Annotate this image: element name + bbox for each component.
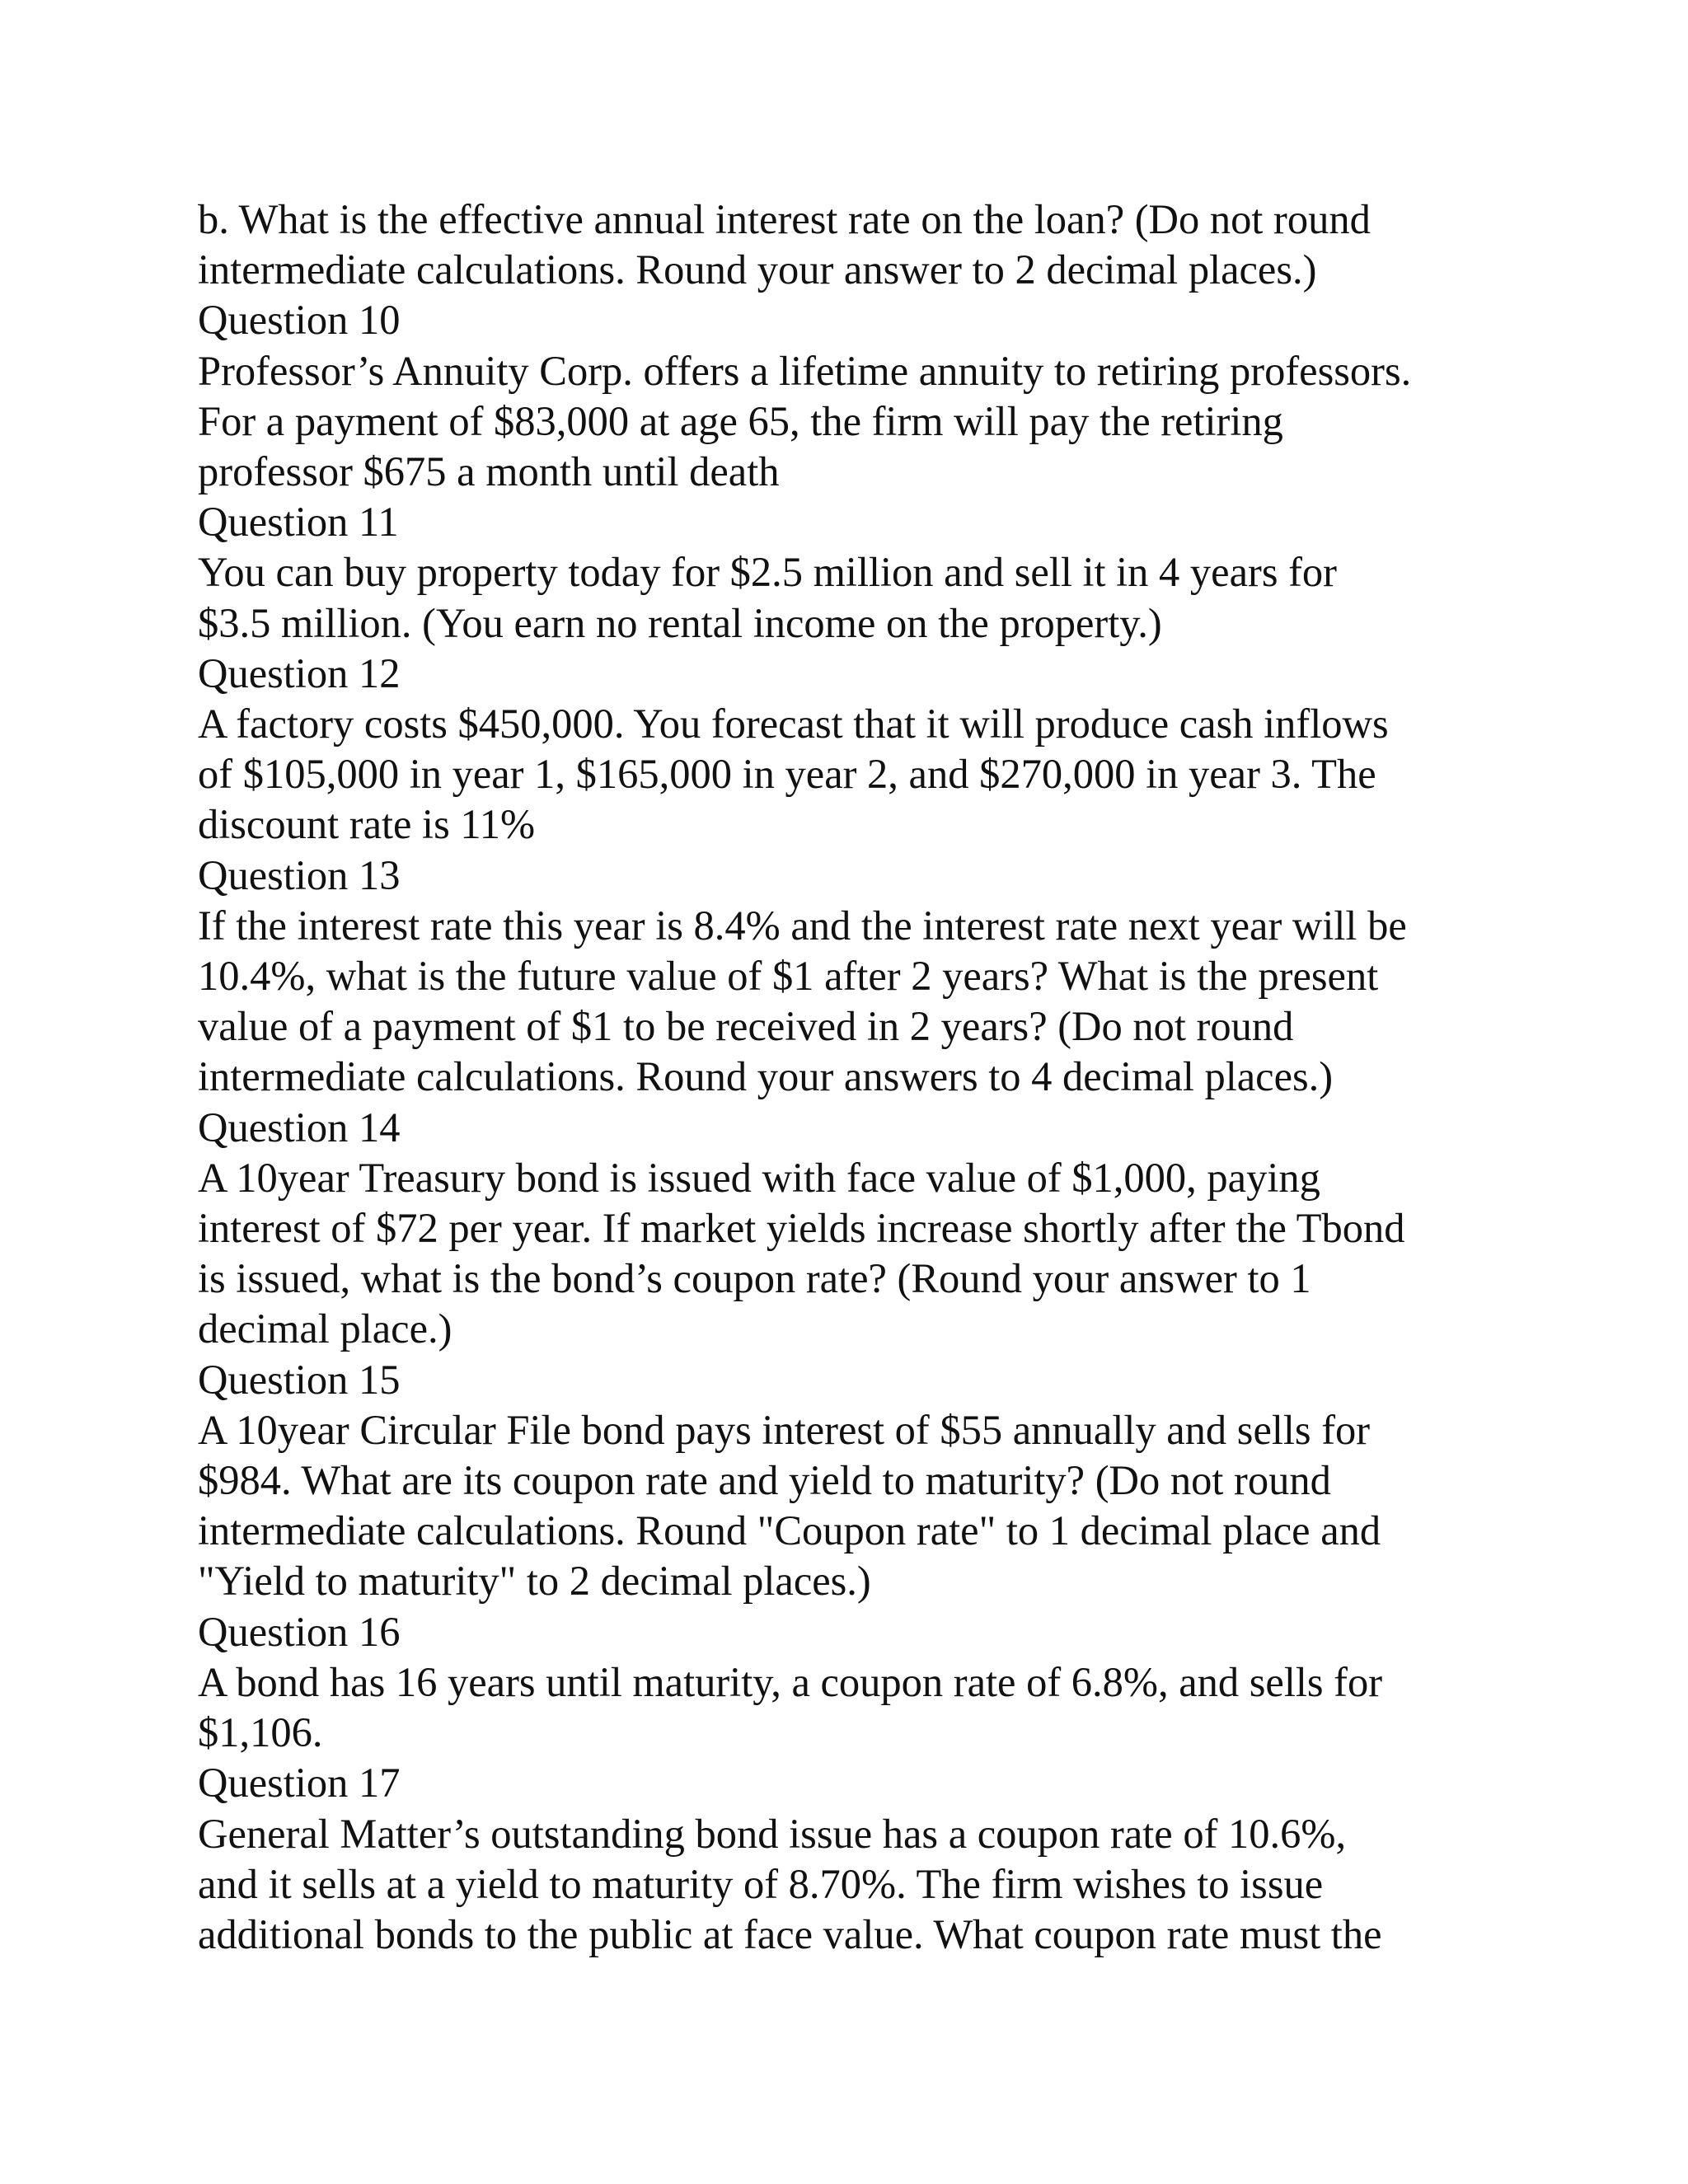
question-heading: Question 17 [198, 1760, 401, 1807]
text-line: A factory costs $450,000. You forecast that it will produce cash inflows [198, 701, 1389, 748]
text-line: decimal place.) [198, 1305, 452, 1352]
text-line: and it sells at a yield to maturity of 8.70%. The firm wishes to issue [198, 1860, 1324, 1907]
text-line: For a payment of $83,000 at age 65, the firm will pay the retiring [198, 397, 1283, 444]
text-line: additional bonds to the public at face value. What coupon rate must the [198, 1910, 1382, 1957]
text-line: is issued, what is the bond’s coupon rate? (Round your answer to 1 [198, 1255, 1311, 1302]
question-heading: Question 12 [198, 649, 401, 696]
text-line: $984. What are its coupon rate and yield to maturity? (Do not round [198, 1457, 1331, 1504]
text-line: You can buy property today for $2.5 million and sell it in 4 years for [198, 549, 1337, 596]
text-line: $3.5 million. (You earn no rental income on the property.) [198, 599, 1162, 646]
text-line: "Yield to maturity" to 2 decimal places.) [198, 1558, 871, 1605]
question-heading: Question 16 [198, 1608, 401, 1655]
text-line: discount rate is 11% [198, 801, 536, 848]
text-line: A 10year Circular File bond pays interest of $55 annually and sells for [198, 1406, 1371, 1453]
text-line: value of a payment of $1 to be received in 2 years? (Do not round [198, 1003, 1294, 1050]
text-line: b. What is the effective annual interest rate on the loan? (Do not round [198, 196, 1371, 242]
question-heading: Question 11 [198, 499, 399, 546]
question-heading: Question 14 [198, 1104, 401, 1151]
text-line: intermediate calculations. Round your answers to 4 decimal places.) [198, 1053, 1334, 1100]
text-line: of $105,000 in year 1, $165,000 in year 2, and $270,000 in year 3. The [198, 751, 1376, 798]
text-line: interest of $72 per year. If market yields increase shortly after the Tbond [198, 1205, 1405, 1252]
text-line: intermediate calculations. Round your answer to 2 decimal places.) [198, 246, 1317, 293]
document-text [198, 194, 1517, 1960]
question-heading: Question 15 [198, 1356, 401, 1403]
text-line: intermediate calculations. Round "Coupon rate" to 1 decimal place and [198, 1507, 1381, 1554]
text-line: $1,106. [198, 1709, 323, 1756]
text-line: A bond has 16 years until maturity, a coupon rate of 6.8%, and sells for [198, 1658, 1383, 1705]
text-line: 10.4%, what is the future value of $1 after 2 years? What is the present [198, 953, 1379, 1000]
text-line: General Matter’s outstanding bond issue has a coupon rate of 10.6%, [198, 1810, 1347, 1857]
text-line: If the interest rate this year is 8.4% and the interest rate next year will be [198, 902, 1407, 949]
question-heading: Question 13 [198, 851, 401, 898]
text-line: professor $675 a month until death [198, 448, 780, 495]
text-line: Professor’s Annuity Corp. offers a lifetime annuity to retiring professors. [198, 347, 1412, 394]
text-line: A 10year Treasury bond is issued with face value of $1,000, paying [198, 1154, 1320, 1201]
question-heading: Question 10 [198, 297, 401, 344]
